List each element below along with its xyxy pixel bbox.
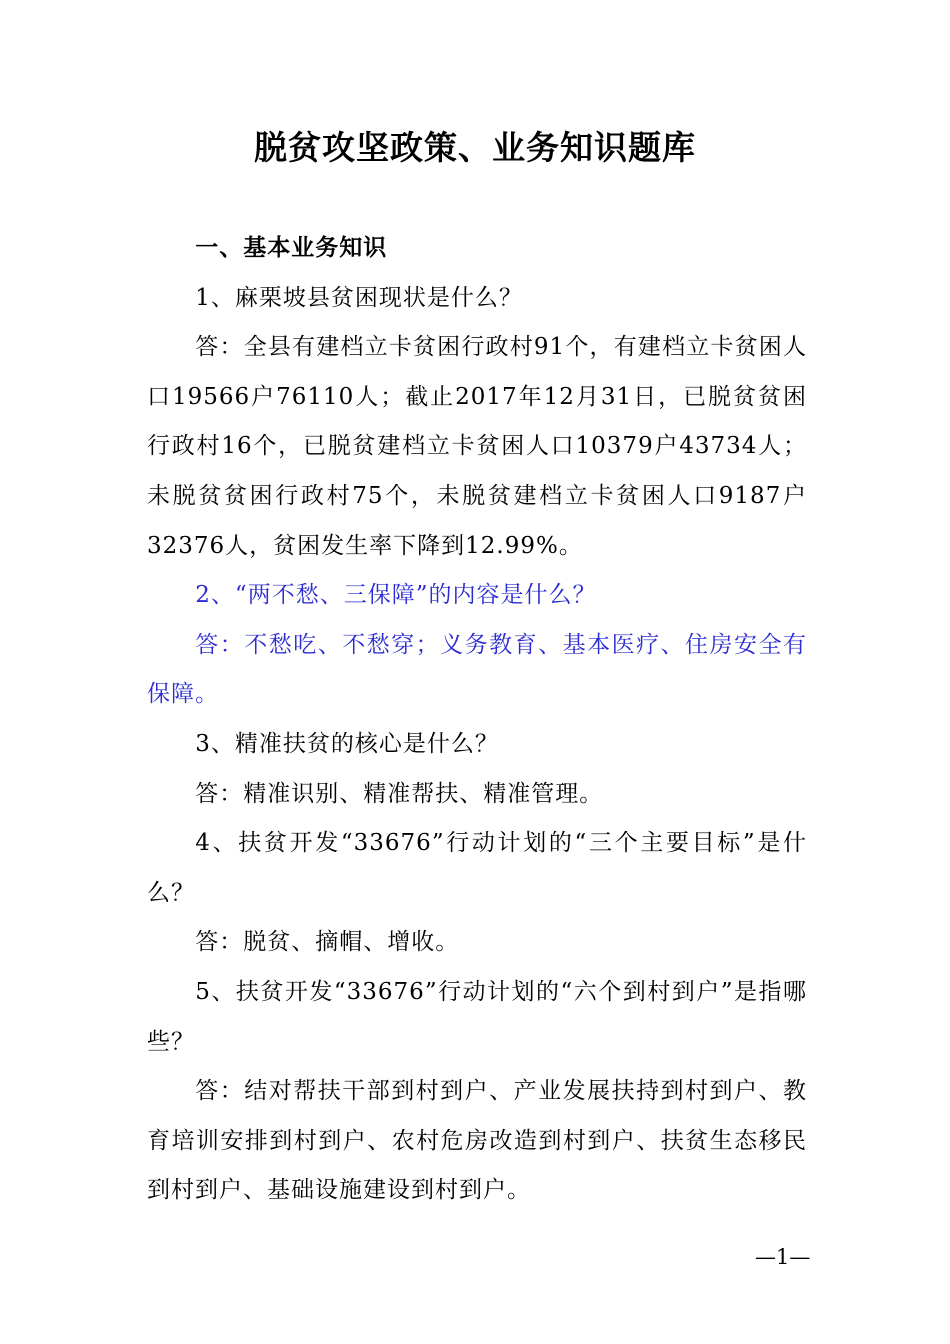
document-body <box>147 224 807 1216</box>
answer-1: 答：全县有建档立卡贫困行政村91个，有建档立卡贫困人口19566户76110人；截止2017年12月31日，已脱贫贫困行政村16个，已脱贫建档立卡贫困人口10379户43734人；未脱贫贫困行政村75个，未脱贫建档立卡贫困人口9187户32376人，贫困发生率下降到12.99%。 <box>147 334 807 559</box>
answer-3: 答：精准识别、精准帮扶、精准管理。 <box>195 780 604 807</box>
question-3: 3、精准扶贫的核心是什么？ <box>195 730 499 757</box>
answer-4: 答：脱贫、摘帽、增收。 <box>195 929 460 956</box>
question-5: 5、扶贫开发“33676”行动计划的“六个到村到户”是指哪些？ <box>147 978 807 1055</box>
answer-5: 答：结对帮扶干部到村到户、产业发展扶持到村到户、教育培训安排到村到户、农村危房改造到村到户、扶贫生态移民到村到户、基础设施建设到村到户。 <box>147 1078 807 1204</box>
answer-2: 答：不愁吃、不愁穿；义务教育、基本医疗、住房安全有保障。 <box>147 631 807 708</box>
section-heading: 一、基本业务知识 <box>195 235 388 261</box>
question-2: 2、“两不愁、三保障”的内容是什么？ <box>195 582 597 609</box>
document-title: 脱贫攻坚政策、业务知识题库 <box>254 128 696 167</box>
question-4: 4、扶贫开发“33676”行动计划的“三个主要目标”是什么？ <box>147 830 807 906</box>
question-1: 1、麻栗坡县贫困现状是什么？ <box>195 284 523 311</box>
page-number: —1— <box>755 1245 811 1269</box>
